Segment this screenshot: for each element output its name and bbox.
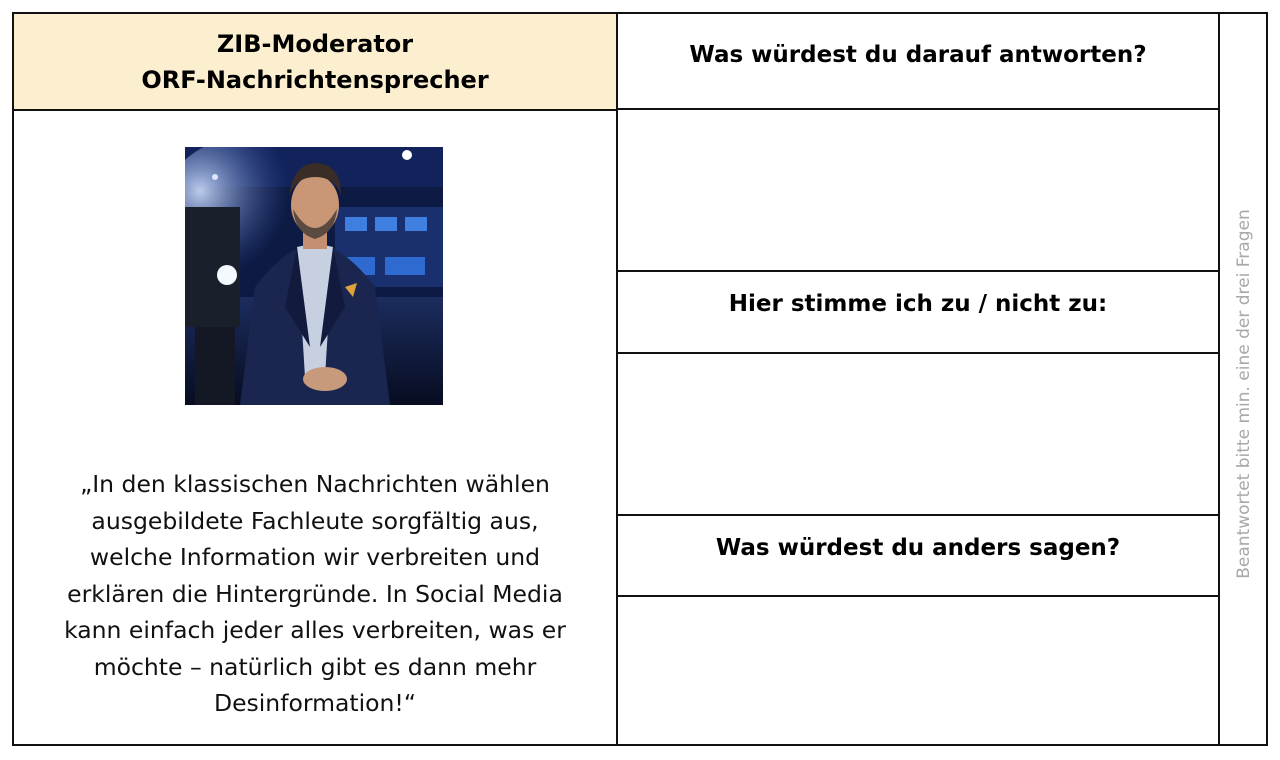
answer-area-respond[interactable] [618,110,1218,270]
role-header [14,14,616,111]
question-agree: Hier stimme ich zu / nicht zu: [728,291,1108,317]
worksheet-table [12,12,1268,746]
quote-line: kann einfach jeder alles verbreiten, was er [64,616,566,644]
moderator-photo [185,147,443,405]
moderator-illustration [185,147,443,405]
role-subtitle: ORF-Nachrichtensprecher [141,65,489,94]
quote-line: Desinformation!“ [213,689,417,717]
moderator-column [14,14,618,744]
role-title: ZIB-Moderator [216,29,414,58]
question-different: Was würdest du anders sagen? [715,535,1121,561]
answer-area-different[interactable] [618,597,1218,744]
answer-area-agree[interactable] [618,354,1218,514]
quote-line: welche Information wir verbreiten und [89,543,541,571]
quote-line: möchte – natürlich gibt es dann mehr [93,652,537,681]
instruction-column [1218,14,1268,744]
quote-line: ausgebildete Fachleute sorgfältig aus, [91,506,539,535]
instruction-note: Beantwortet bitte min. eine der drei Fragen [1234,209,1254,579]
quote-line: „In den klassischen Nachrichten wählen [80,470,550,498]
questions-column [618,14,1218,744]
question-respond: Was würdest du darauf antworten? [689,42,1147,68]
quote-line: erklären die Hintergründe. In Social Media [67,579,563,608]
moderator-quote [28,466,602,722]
